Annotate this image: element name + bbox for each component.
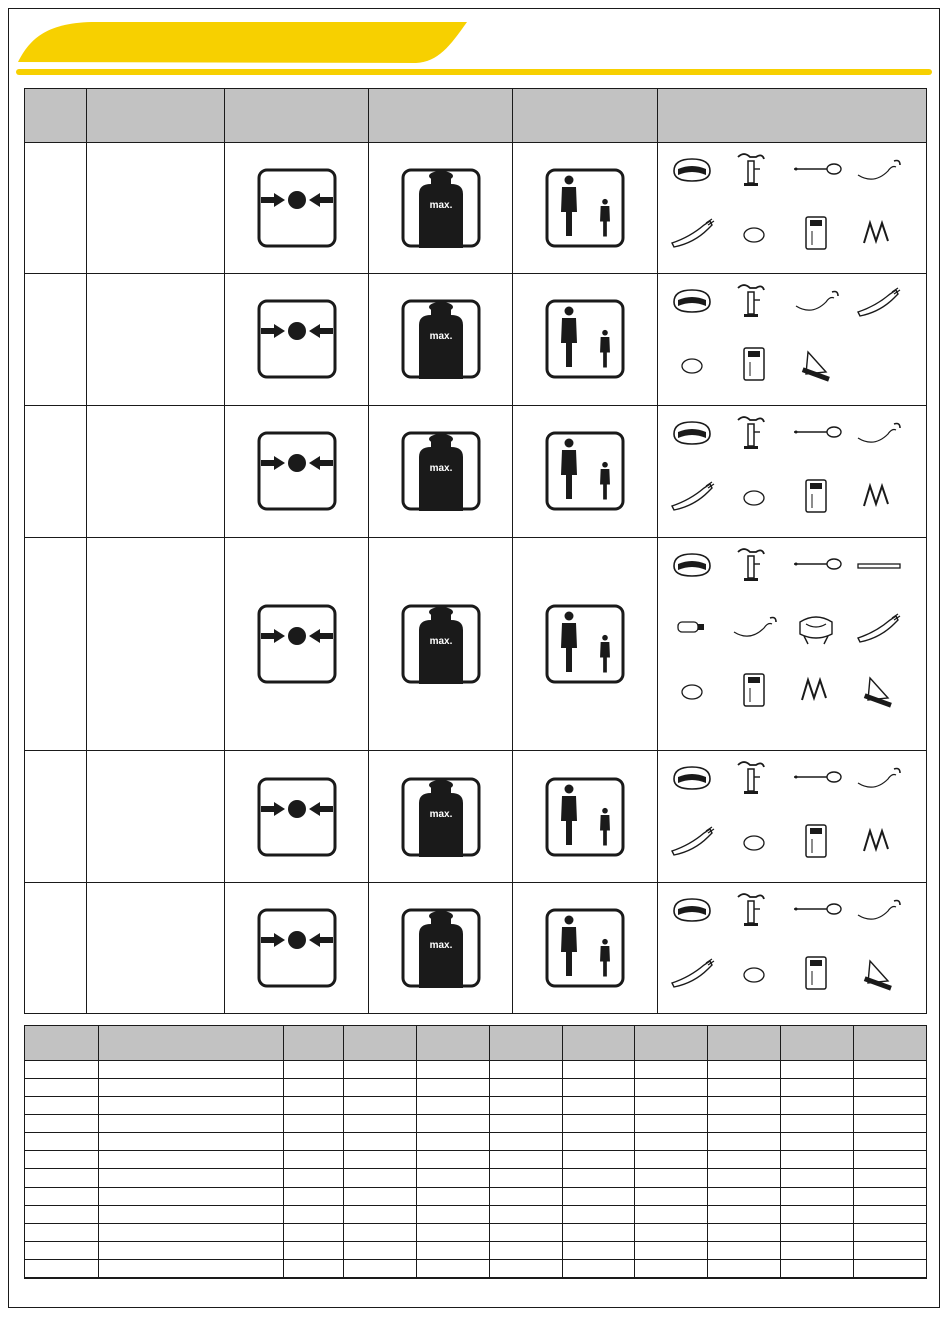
data-cell	[284, 1097, 344, 1115]
table-row	[25, 1187, 927, 1205]
data-cell	[344, 1079, 417, 1097]
bag-icon	[674, 554, 710, 576]
persons-cell	[513, 882, 658, 1013]
pump-icon	[738, 549, 764, 581]
data-cell	[854, 1061, 927, 1079]
pressure-cell	[225, 274, 369, 405]
data-cell	[99, 1061, 284, 1079]
data-header-row	[25, 1026, 927, 1061]
data-cell	[417, 1115, 490, 1133]
data-cell	[25, 1259, 99, 1278]
table-row	[25, 1205, 927, 1223]
data-table	[24, 1025, 927, 1279]
data-cell	[635, 1223, 708, 1241]
data-cell	[854, 1097, 927, 1115]
table-row	[25, 1151, 927, 1169]
leash-icon	[858, 900, 900, 919]
data-cell	[99, 1079, 284, 1097]
spec-row	[25, 274, 927, 405]
data-cell	[25, 1151, 99, 1169]
data-cell	[417, 1241, 490, 1259]
header-cell-max-load	[369, 89, 513, 143]
data-cell	[344, 1223, 417, 1241]
pressure-icon	[257, 431, 337, 511]
accessories-group	[658, 406, 920, 526]
data-cell	[563, 1259, 635, 1278]
data-cell	[708, 1169, 781, 1187]
data-cell	[284, 1169, 344, 1187]
pressure-cell	[225, 537, 369, 750]
data-cell	[708, 1061, 781, 1079]
accessories-cell	[658, 537, 927, 750]
table-row	[25, 1259, 927, 1278]
data-cell	[25, 1223, 99, 1241]
weight-max-label: max.	[429, 331, 452, 343]
data-cell	[344, 1259, 417, 1278]
data-cell	[284, 1187, 344, 1205]
coil-leash-icon	[864, 223, 888, 243]
data-cell	[635, 1151, 708, 1169]
table-row	[25, 1241, 927, 1259]
data-header-cell	[708, 1026, 781, 1061]
bag-icon	[674, 290, 710, 312]
repair-patch-icon	[744, 491, 764, 505]
persons-cell	[513, 537, 658, 750]
data-header-cell	[344, 1026, 417, 1061]
data-cell	[635, 1205, 708, 1223]
accessories-group	[658, 751, 920, 870]
data-cell	[99, 1115, 284, 1133]
data-cell	[635, 1259, 708, 1278]
table-row	[25, 1133, 927, 1151]
max-load-weight-icon	[401, 431, 481, 511]
data-cell	[854, 1241, 927, 1259]
data-cell	[781, 1187, 854, 1205]
paddle-icon	[794, 772, 841, 782]
persons-cell	[513, 751, 658, 882]
leash-icon	[858, 769, 900, 788]
data-cell	[99, 1259, 284, 1278]
model-cell	[25, 143, 87, 274]
header-cell-pressure	[225, 89, 369, 143]
person-capacity-icon	[545, 908, 625, 988]
data-cell	[854, 1151, 927, 1169]
pump-icon	[738, 154, 764, 186]
data-cell	[563, 1151, 635, 1169]
seat-icon	[800, 617, 832, 644]
data-cell	[854, 1079, 927, 1097]
person-capacity-icon	[545, 431, 625, 511]
data-cell	[25, 1115, 99, 1133]
backpack-icon	[806, 825, 826, 857]
data-cell	[635, 1097, 708, 1115]
repair-patch-icon	[682, 359, 702, 373]
spec-row	[25, 405, 927, 537]
table-row	[25, 1097, 927, 1115]
data-cell	[99, 1205, 284, 1223]
data-cell	[563, 1169, 635, 1187]
model-cell	[25, 405, 87, 537]
pressure-cell	[225, 405, 369, 537]
repair-patch-icon	[744, 228, 764, 242]
yellow-rule	[16, 69, 932, 75]
accessories-group	[658, 538, 920, 730]
data-cell	[781, 1259, 854, 1278]
accessories-group	[658, 274, 920, 393]
max-load-cell	[369, 882, 513, 1013]
backpack-icon	[744, 348, 764, 380]
data-cell	[563, 1115, 635, 1133]
paddle-blade-icon	[858, 288, 900, 316]
data-cell	[284, 1241, 344, 1259]
data-cell	[490, 1097, 563, 1115]
data-cell	[284, 1061, 344, 1079]
data-cell	[490, 1205, 563, 1223]
person-capacity-icon	[545, 299, 625, 379]
data-cell	[708, 1079, 781, 1097]
data-cell	[417, 1223, 490, 1241]
name-cell	[87, 751, 225, 882]
name-cell	[87, 537, 225, 750]
data-cell	[854, 1169, 927, 1187]
data-cell	[284, 1115, 344, 1133]
data-cell	[490, 1115, 563, 1133]
data-cell	[708, 1133, 781, 1151]
pressure-icon	[257, 168, 337, 248]
spec-row	[25, 537, 927, 750]
data-cell	[854, 1187, 927, 1205]
data-cell	[284, 1259, 344, 1278]
data-cell	[708, 1151, 781, 1169]
data-cell	[490, 1151, 563, 1169]
person-capacity-icon	[545, 604, 625, 684]
data-cell	[635, 1241, 708, 1259]
data-cell	[781, 1115, 854, 1133]
max-load-weight-icon	[401, 299, 481, 379]
data-cell	[781, 1097, 854, 1115]
max-load-weight-icon	[401, 604, 481, 684]
person-capacity-icon	[545, 168, 625, 248]
table-row	[25, 1061, 927, 1079]
data-header-cell	[490, 1026, 563, 1061]
data-cell	[344, 1169, 417, 1187]
data-header-cell	[25, 1026, 99, 1061]
data-cell	[854, 1223, 927, 1241]
data-cell	[99, 1241, 284, 1259]
paddle-blade-icon	[672, 827, 714, 855]
data-cell	[417, 1187, 490, 1205]
model-cell	[25, 537, 87, 750]
data-cell	[708, 1097, 781, 1115]
yellow-banner	[18, 20, 468, 66]
data-cell	[284, 1133, 344, 1151]
data-cell	[635, 1115, 708, 1133]
data-cell	[417, 1079, 490, 1097]
data-header-cell	[781, 1026, 854, 1061]
data-cell	[99, 1097, 284, 1115]
persons-cell	[513, 274, 658, 405]
accessories-group	[658, 143, 920, 262]
data-header-cell	[284, 1026, 344, 1061]
data-cell	[635, 1061, 708, 1079]
data-cell	[25, 1187, 99, 1205]
header-cell-name	[87, 89, 225, 143]
leash-icon	[796, 292, 838, 311]
repair-patch-icon	[744, 836, 764, 850]
data-cell	[25, 1169, 99, 1187]
backpack-icon	[744, 674, 764, 706]
data-cell	[708, 1115, 781, 1133]
paddle-blade-icon	[672, 482, 714, 510]
model-cell	[25, 274, 87, 405]
data-cell	[284, 1151, 344, 1169]
spec-row	[25, 882, 927, 1013]
data-cell	[284, 1079, 344, 1097]
data-cell	[635, 1133, 708, 1151]
bag-icon	[674, 899, 710, 921]
data-cell	[708, 1205, 781, 1223]
accessories-cell	[658, 405, 927, 537]
spec-table	[24, 88, 927, 1014]
table-row	[25, 1169, 927, 1187]
leash-icon	[858, 423, 900, 442]
pressure-icon	[257, 299, 337, 379]
data-cell	[99, 1169, 284, 1187]
paddle-shaft-icon	[858, 564, 900, 568]
fin-icon	[864, 961, 892, 991]
accessories-cell	[658, 751, 927, 882]
paddle-icon	[794, 904, 841, 914]
data-header-cell	[417, 1026, 490, 1061]
max-load-weight-icon	[401, 908, 481, 988]
data-cell	[490, 1241, 563, 1259]
pump-icon	[738, 762, 764, 794]
paddle-blade-icon	[858, 614, 900, 642]
pump-icon	[738, 285, 764, 317]
data-cell	[781, 1151, 854, 1169]
data-cell	[781, 1241, 854, 1259]
fin-icon	[864, 678, 892, 708]
data-cell	[417, 1169, 490, 1187]
data-cell	[635, 1187, 708, 1205]
data-cell	[99, 1151, 284, 1169]
max-load-cell	[369, 405, 513, 537]
persons-cell	[513, 143, 658, 274]
accessories-group	[658, 883, 920, 1002]
data-cell	[417, 1133, 490, 1151]
data-cell	[99, 1223, 284, 1241]
pump-icon	[738, 894, 764, 926]
data-cell	[854, 1259, 927, 1278]
backpack-icon	[806, 217, 826, 249]
leash-icon	[858, 161, 900, 180]
data-cell	[490, 1169, 563, 1187]
data-cell	[563, 1223, 635, 1241]
data-cell	[563, 1205, 635, 1223]
data-cell	[284, 1205, 344, 1223]
data-cell	[25, 1079, 99, 1097]
model-cell	[25, 751, 87, 882]
data-cell	[490, 1223, 563, 1241]
paddle-icon	[794, 164, 841, 174]
data-cell	[490, 1061, 563, 1079]
data-cell	[25, 1205, 99, 1223]
data-cell	[344, 1115, 417, 1133]
data-cell	[344, 1061, 417, 1079]
coil-leash-icon	[864, 831, 888, 851]
person-capacity-icon	[545, 777, 625, 857]
data-cell	[25, 1133, 99, 1151]
data-cell	[708, 1223, 781, 1241]
paddle-blade-icon	[672, 219, 714, 247]
data-cell	[635, 1169, 708, 1187]
table-row	[25, 1115, 927, 1133]
data-cell	[284, 1223, 344, 1241]
max-load-weight-icon	[401, 777, 481, 857]
data-cell	[563, 1061, 635, 1079]
data-cell	[563, 1187, 635, 1205]
persons-cell	[513, 405, 658, 537]
data-header-cell	[635, 1026, 708, 1061]
table-row	[25, 1079, 927, 1097]
weight-max-label: max.	[429, 939, 452, 951]
max-load-cell	[369, 274, 513, 405]
pressure-icon	[257, 604, 337, 684]
name-cell	[87, 882, 225, 1013]
weight-max-label: max.	[429, 808, 452, 820]
data-cell	[25, 1241, 99, 1259]
data-cell	[854, 1133, 927, 1151]
data-cell	[25, 1061, 99, 1079]
max-load-cell	[369, 751, 513, 882]
data-cell	[563, 1079, 635, 1097]
data-cell	[417, 1205, 490, 1223]
pressure-icon	[257, 777, 337, 857]
data-cell	[563, 1133, 635, 1151]
data-cell	[854, 1205, 927, 1223]
spec-row	[25, 751, 927, 882]
backpack-icon	[806, 957, 826, 989]
data-cell	[781, 1079, 854, 1097]
data-cell	[854, 1115, 927, 1133]
data-cell	[417, 1061, 490, 1079]
data-cell	[344, 1241, 417, 1259]
data-cell	[781, 1205, 854, 1223]
accessories-cell	[658, 143, 927, 274]
data-cell	[781, 1223, 854, 1241]
header-cell-accessories	[658, 89, 927, 143]
data-cell	[417, 1151, 490, 1169]
weight-max-label: max.	[429, 200, 452, 212]
name-cell	[87, 143, 225, 274]
data-cell	[781, 1169, 854, 1187]
fin-icon	[802, 352, 830, 382]
data-cell	[563, 1241, 635, 1259]
model-cell	[25, 882, 87, 1013]
paddle-blade-icon	[672, 959, 714, 987]
data-cell	[344, 1151, 417, 1169]
header-cell-persons	[513, 89, 658, 143]
pressure-cell	[225, 143, 369, 274]
accessories-cell	[658, 882, 927, 1013]
data-header-cell	[854, 1026, 927, 1061]
data-cell	[344, 1187, 417, 1205]
data-header-cell	[99, 1026, 284, 1061]
max-load-cell	[369, 143, 513, 274]
table-row	[25, 1223, 927, 1241]
data-cell	[490, 1259, 563, 1278]
repair-patch-icon	[744, 968, 764, 982]
data-header-cell	[563, 1026, 635, 1061]
weight-max-label: max.	[429, 636, 452, 648]
pressure-cell	[225, 751, 369, 882]
data-cell	[344, 1205, 417, 1223]
pressure-cell	[225, 882, 369, 1013]
data-cell	[708, 1259, 781, 1278]
data-cell	[344, 1133, 417, 1151]
paddle-icon	[794, 427, 841, 437]
data-cell	[708, 1187, 781, 1205]
accessories-cell	[658, 274, 927, 405]
repair-patch-icon	[682, 685, 702, 699]
name-cell	[87, 274, 225, 405]
bag-icon	[674, 159, 710, 181]
pressure-icon	[257, 908, 337, 988]
data-cell	[417, 1097, 490, 1115]
coil-leash-icon	[864, 486, 888, 506]
leash-icon	[734, 617, 776, 636]
data-cell	[563, 1097, 635, 1115]
hand-grip-icon	[678, 622, 704, 632]
data-cell	[708, 1241, 781, 1259]
spec-row	[25, 143, 927, 274]
data-cell	[417, 1259, 490, 1278]
data-cell	[490, 1187, 563, 1205]
backpack-icon	[806, 480, 826, 512]
paddle-icon	[794, 559, 841, 569]
max-load-weight-icon	[401, 168, 481, 248]
data-cell	[25, 1097, 99, 1115]
bag-icon	[674, 422, 710, 444]
data-cell	[99, 1187, 284, 1205]
data-cell	[635, 1079, 708, 1097]
data-cell	[490, 1133, 563, 1151]
data-cell	[781, 1061, 854, 1079]
data-cell	[781, 1133, 854, 1151]
name-cell	[87, 405, 225, 537]
coil-leash-icon	[802, 680, 826, 700]
data-cell	[344, 1097, 417, 1115]
max-load-cell	[369, 537, 513, 750]
pump-icon	[738, 417, 764, 449]
data-cell	[99, 1133, 284, 1151]
weight-max-label: max.	[429, 463, 452, 475]
header-cell-model	[25, 89, 87, 143]
bag-icon	[674, 767, 710, 789]
spec-header-row	[25, 89, 927, 143]
data-cell	[490, 1079, 563, 1097]
